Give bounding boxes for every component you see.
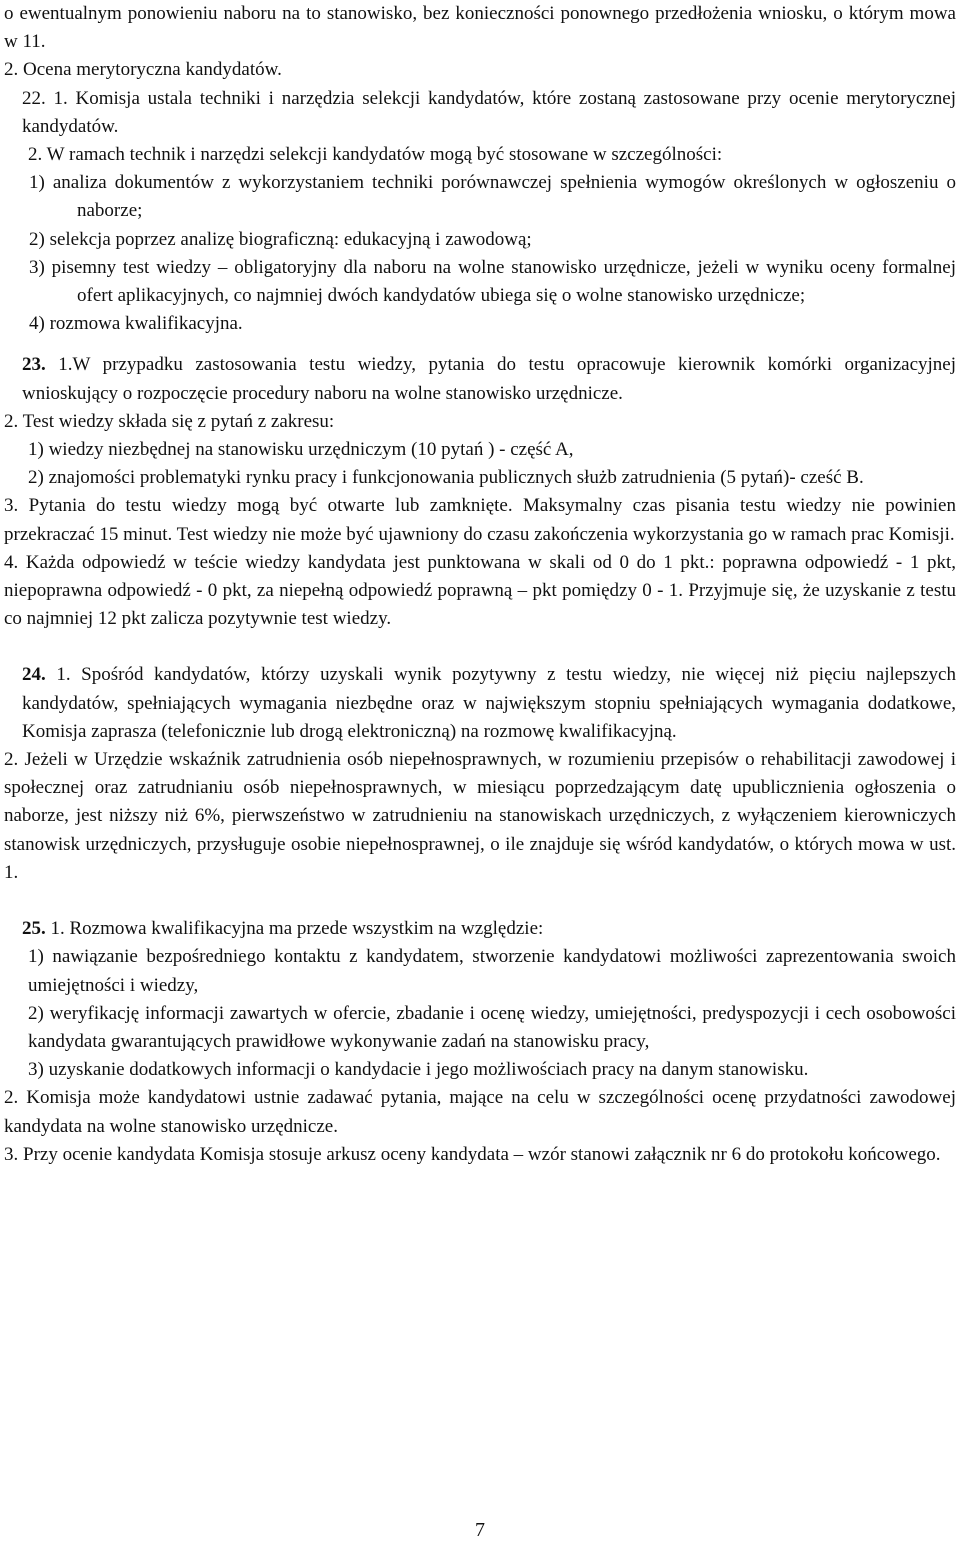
s25-number: 25. bbox=[22, 918, 46, 940]
s24-number: 24. bbox=[22, 664, 46, 686]
s23-item-1: 1) wiedzy niezbędnej na stanowisku urzędniczym (10 pytań ) - część A, bbox=[28, 439, 574, 461]
page-number: 7 bbox=[475, 1519, 485, 1541]
s25-item-1: 1) nawiązanie bezpośredniego kontaktu z kandydatem, stworzenie kandydatowi możliwości zaprezentowania swoich umiejętności i wiedzy, bbox=[28, 946, 956, 996]
s25-paragraph-1: 25. 1. Rozmowa kwalifikacyjna ma przede wszystkim na względzie: bbox=[22, 918, 544, 940]
s25-paragraph-2: 2. Komisja może kandydatowi ustnie zadawać pytania, mające na celu w szczególności ocenę przydatności zawodowej kandydata na wolne stanowisko urzędnicze. bbox=[4, 1087, 956, 1137]
s22-item-4: 4) rozmowa kwalifikacyjna. bbox=[29, 313, 243, 335]
s23-item-2: 2) znajomości problematyki rynku pracy i funkcjonowania publicznych służb zatrudnienia (5 pytań)- cześć B. bbox=[28, 467, 864, 489]
s22-item-2: 2) selekcja poprzez analizę biograficzną: edukacyjną i zawodową; bbox=[29, 228, 532, 250]
s23-paragraph-4: 4. Każda odpowiedź w teście wiedzy kandydata jest punktowana w skali od 0 do 1 pkt.: poprawna odpowiedź - 1 pkt, niepoprawna odpowiedź - 0 pkt, za niepełną odpowiedź poprawną – pkt pomiędzy 0 - 1. Przyjmuje się, że uzyskanie z testu co najmniej 12 pkt zalicza pozytywnie test wiedzy. bbox=[4, 551, 956, 630]
s24-paragraph-2: 2. Jeżeli w Urzędzie wskaźnik zatrudnienia osób niepełnosprawnych, w rozumieniu przepisów o rehabilitacji zawodowej i społecznej oraz zatrudnianiu osób niepełnosprawnych, w miesiącu poprzedzającym datę upublicznienia ogłoszenia o naborze, jest niższy niż 6%, pierwszeństwo w zatrudnieniu na stanowiskach urzędniczych, z wyłączeniem kierowniczych stanowisk urzędniczych, przysługuje osobie niepełnosprawnej, o ile znajduje się wśród kandydatów, o których mowa w ust. 1. bbox=[4, 749, 956, 883]
s23-paragraph-2: 2. Test wiedzy składa się z pytań z zakresu: bbox=[4, 410, 335, 432]
s24-paragraph-1: 24. 1. Spośród kandydatów, którzy uzyskali wynik pozytywny z testu wiedzy, nie więcej niż pięciu najlepszych kandydatów, spełniających wymagania niezbędne oraz w największym stopniu spełniających wymagania dodatkowe, Komisja zaprasza (telefonicznie lub drogą elektroniczną) na rozmowę kwalifikacyjną. bbox=[22, 664, 956, 742]
s25-item-3: 3) uzyskanie dodatkowych informacji o kandydacie i jego możliwościach pracy na danym stanowisku. bbox=[28, 1059, 809, 1081]
s25-item-2: 2) weryfikację informacji zawartych w ofercie, zbadanie i ocenę wiedzy, umiejętności, predyspozycji i cech osobowości kandydata gwarantujących prawidłowe wykonywanie zadań na stanowisku pracy, bbox=[28, 1002, 956, 1052]
document-page bbox=[4, 0, 956, 1169]
s23-number: 23. bbox=[22, 354, 46, 376]
s23-paragraph-3: 3. Pytania do testu wiedzy mogą być otwarte lub zamknięte. Maksymalny czas pisania testu wiedzy nie powinien przekraczać 15 minut. Test wiedzy nie może być ujawniony do czasu zakończenia wykorzystania go w ramach prac Komisji. bbox=[4, 495, 956, 545]
paragraph-continuation: o ewentualnym ponowieniu naboru na to stanowisko, bez konieczności ponownego przedłożenia wniosku, o którym mowa w 11. bbox=[4, 3, 956, 53]
s25-paragraph-3: 3. Przy ocenie kandydata Komisja stosuje arkusz oceny kandydata – wzór stanowi załącznik nr 6 do protokołu końcowego. bbox=[4, 1143, 941, 1165]
section-heading: 2. Ocena merytoryczna kandydatów. bbox=[4, 59, 282, 81]
s22-paragraph-2: 2. W ramach technik i narzędzi selekcji kandydatów mogą być stosowane w szczególności: bbox=[28, 144, 723, 166]
s23-paragraph-1: 23. 1.W przypadku zastosowania testu wiedzy, pytania do testu opracowuje kierownik komórki organizacyjnej wnioskujący o rozpoczęcie procedury naboru na wolne stanowisko urzędnicze. bbox=[22, 354, 956, 404]
s22-item-1: 1) analiza dokumentów z wykorzystaniem techniki porównawczej spełnienia wymogów określonych w ogłoszeniu o naborze; bbox=[29, 172, 956, 222]
s22-paragraph-1: 22. 1. Komisja ustala techniki i narzędzia selekcji kandydatów, które zostaną zastosowane przy ocenie merytorycznej kandydatów. bbox=[22, 87, 956, 137]
s22-item-3: 3) pisemny test wiedzy – obligatoryjny dla naboru na wolne stanowisko urzędnicze, jeżeli w wyniku oceny formalnej ofert aplikacyjnych, co najmniej dwóch kandydatów ubiega się o wolne stanowisko urzędnicze; bbox=[29, 256, 956, 307]
